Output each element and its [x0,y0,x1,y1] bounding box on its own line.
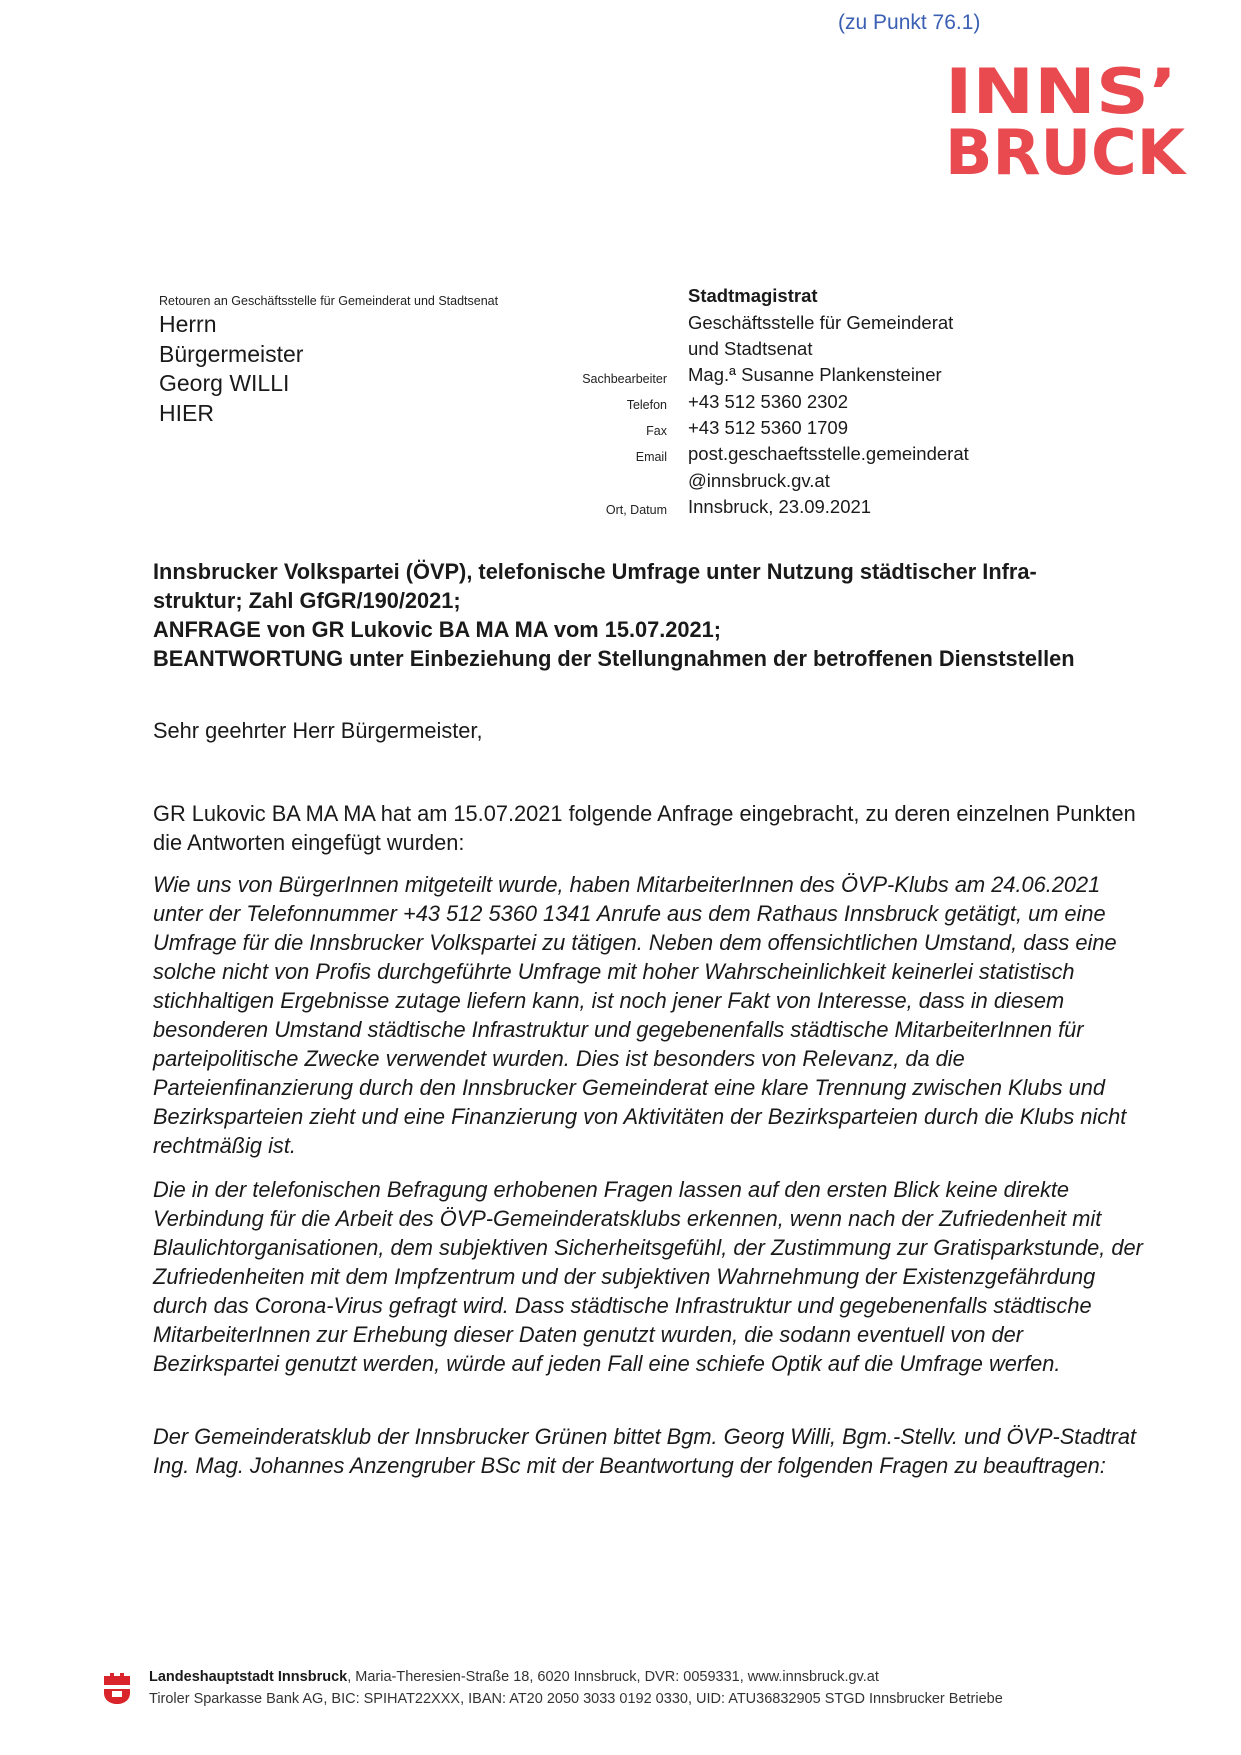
subject-line: Innsbrucker Volkspartei (ÖVP), telefonische Umfrage unter Nutzung städtischer Infra- [153,559,1037,584]
email-value[interactable]: post.geschaeftsstelle.gemeinderat [688,443,969,464]
fax-label: Fax [646,424,667,438]
fax-value: +43 512 5360 1709 [688,417,848,438]
recipient-block [159,310,303,428]
place-date-value: Innsbruck, 23.09.2021 [688,496,872,517]
clerk-label: Sachbearbeiter [582,372,667,386]
footer-address: , Maria-Theresien-Straße 18, 6020 Innsbruck, DVR: 0059331, www.innsbruck.gv.at [347,1669,879,1685]
subject-line: struktur; Zahl GfGR/190/2021; [153,588,461,613]
email-value-continued[interactable]: @innsbruck.gv.at [688,470,830,491]
email-label: Email [635,450,667,464]
subject-line: BEANTWORTUNG unter Einbeziehung der Stellungnahmen der betroffenen Dienststellen [153,646,1075,671]
footer-address-line [149,1669,879,1685]
sender-department-line: und Stadtsenat [688,338,813,359]
logo-line-1: INNS’ [945,58,1177,128]
place-date-label: Ort, Datum [605,503,667,517]
phone-value: +43 512 5360 2302 [688,391,848,412]
recipient-line: HIER [159,399,214,426]
footer-bank-line: Tiroler Sparkasse Bank AG, BIC: SPIHAT22XXX, IBAN: AT20 2050 3033 0192 0330, UID: ATU36832905 STGD Innsbrucker Betriebe [149,1691,1003,1707]
return-address-note: Retouren an Geschäftsstelle für Gemeinderat und Stadtsenat [159,294,499,308]
salutation: Sehr geehrter Herr Bürgermeister, [153,718,483,743]
sender-department-line: Geschäftsstelle für Gemeinderat [688,312,954,333]
quote-paragraph: Die in der telefonischen Befragung erhobenen Fragen lassen auf den ersten Blick keine direkte Verbindung für die Arbeit des ÖVP-Gemeinderatsklubs erkennen, wenn nach der Zufriedenheit mit Blaulichtorganisationen, dem subjektiven Sicherheitsgefühl, der Zustimmung zur Gratisparkstunde, der Zufriedenheiten mit dem Impfzentrum und der subjektiven Wahrnehmung der Existenzgefährdung durch das Corona-Virus gefragt wird. Dass städtische Infrastruktur und gegebenenfalls städtische MitarbeiterInnen zur Erhebung dieser Daten genutzt wurden, die sodann eventuell von der Bezirkspartei genutzt werden, würde auf jeden Fall eine schiefe Optik auf die Umfrage werfen. [153,1177,1143,1376]
footer [103,1669,1143,1719]
subject-line: ANFRAGE von GR Lukovic BA MA MA vom 15.07.2021; [153,617,722,642]
recipient-line: Bürgermeister [159,340,304,367]
city-crest-icon [103,1671,131,1705]
intro-paragraph: GR Lukovic BA MA MA hat am 15.07.2021 folgende Anfrage eingebracht, zu deren einzelnen Punkten die Antworten eingefügt wurden: [153,801,1136,855]
clerk-value: Mag.ª Susanne Plankensteiner [688,364,942,385]
recipient-line: Georg WILLI [159,370,290,396]
sender-title: Stadtmagistrat [688,285,818,306]
footer-org-name: Landeshauptstadt Innsbruck [149,1669,348,1685]
subject-heading [153,557,1133,673]
phone-label: Telefon [626,398,667,412]
reference-note: (zu Punkt 76.1) [838,11,981,34]
innsbruck-logo [945,58,1200,178]
logo-line-2: BRUCK [945,116,1187,178]
recipient-line: Herrn [159,311,217,337]
quote-paragraph: Wie uns von BürgerInnen mitgeteilt wurde, haben MitarbeiterInnen des ÖVP-Klubs am 24.06.2021 unter der Telefonnummer +43 512 5360 1341 Anrufe aus dem Rathaus Innsbruck getätigt, um eine Umfrage für die Innsbrucker Volkspartei zu tätigen. Neben dem offensichtlichen Umstand, dass eine solche nicht von Profis durchgeführte Umfrage mit hoher Wahrscheinlichkeit keinerlei statistisch stichhaltigen Ergebnisse zutage liefern kann, ist noch jener Fakt von Interesse, dass in diesem besonderen Umstand städtische Infrastruktur und gegebenenfalls städtische MitarbeiterInnen für parteipolitische Zwecke verwendet wurden. Dies ist besonders von Relevanz, da die Parteienfinanzierung durch den Innsbrucker Gemeinderat eine klare Trennung zwischen Klubs und Bezirksparteien zieht und eine Finanzierung von Aktivitäten der Bezirksparteien durch die Klubs nicht rechtmäßig ist. [153,872,1127,1158]
quote-paragraph: Der Gemeinderatsklub der Innsbrucker Grünen bittet Bgm. Georg Willi, Bgm.-Stellv. und ÖVP-Stadtrat Ing. Mag. Johannes Anzengruber BSc mit der Beantwortung der folgenden Fragen zu beauftragen: [153,1424,1137,1478]
